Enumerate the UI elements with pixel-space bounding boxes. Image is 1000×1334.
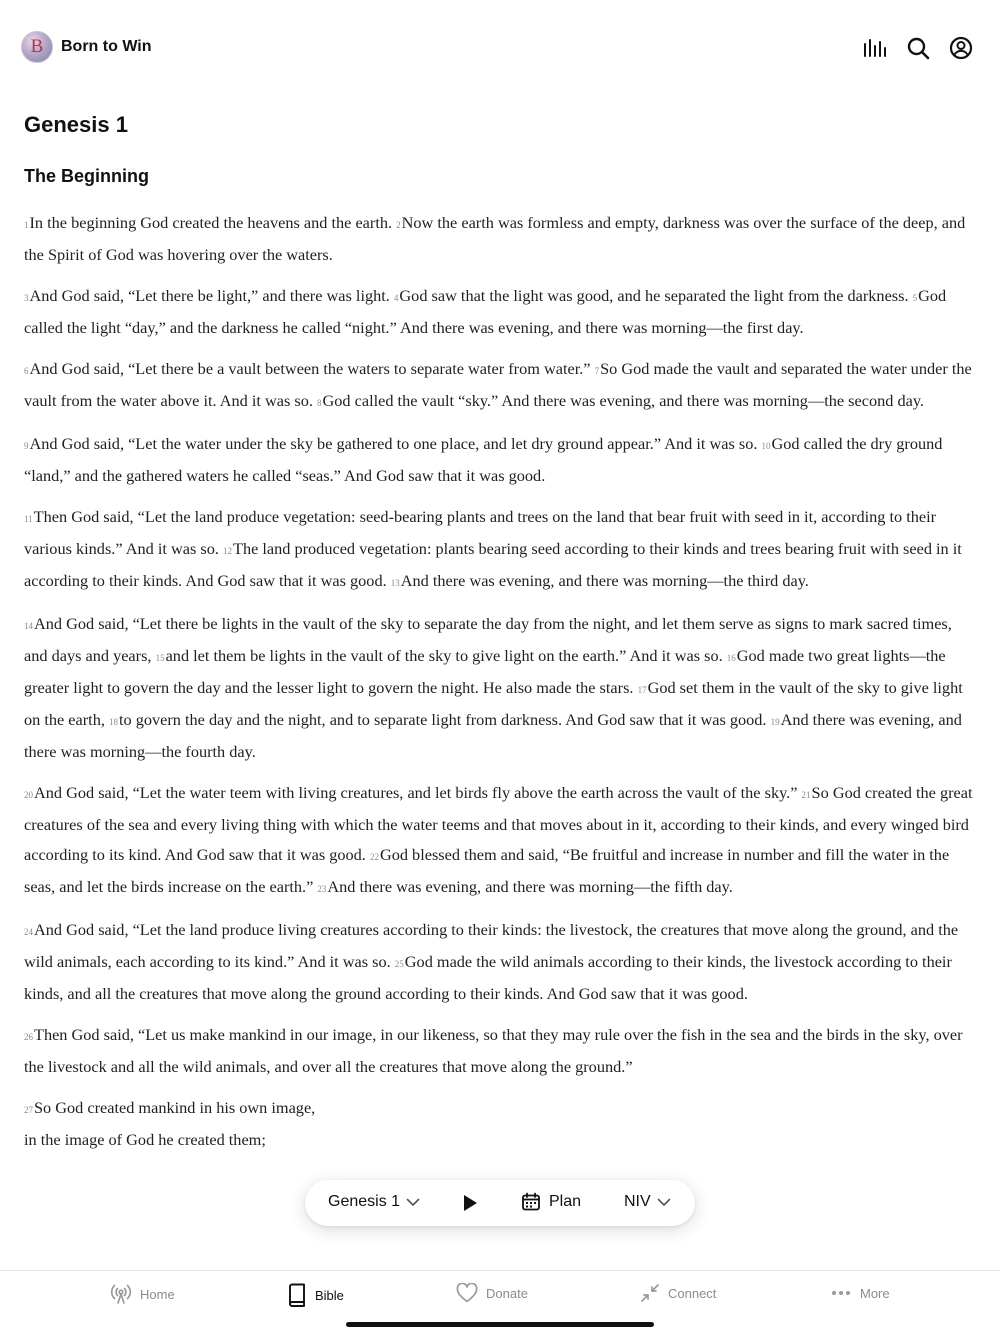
reader-controls bbox=[305, 1180, 695, 1226]
verse-text[interactable]: God saw that the light was good, and he separated the light from the darkness. bbox=[399, 286, 909, 305]
verse-number[interactable]: 15 bbox=[155, 653, 165, 663]
book-icon bbox=[287, 1283, 307, 1307]
scripture-paragraph bbox=[24, 1020, 978, 1082]
verse-text[interactable]: God blessed them and said, “Be fruitful and increase in number and fill the water in the seas, and let the birds increase on the earth.” bbox=[24, 845, 950, 896]
more-dots-icon bbox=[830, 1283, 852, 1303]
scripture-paragraph bbox=[24, 609, 978, 767]
account-icon[interactable] bbox=[948, 35, 974, 61]
tab-bible[interactable] bbox=[287, 1283, 344, 1307]
tab-more-label: More bbox=[860, 1285, 890, 1301]
verse-text[interactable]: And God said, “Let the water teem with living creatures, and let birds fly above the earth across the vault of the sky.” bbox=[34, 783, 798, 802]
verse-text[interactable]: And God said, “Let the land produce living creatures according to their kinds: the livestock, the creatures that move along the ground, and the wild animals, each according to its kind.” And it was so. bbox=[24, 920, 959, 971]
verse-number[interactable]: 17 bbox=[637, 685, 647, 695]
verse-text[interactable]: And God said, “Let the water under the sky be gathered to one place, and let dry ground appear.” And it was so. bbox=[29, 434, 758, 453]
poetry-line[interactable] bbox=[24, 1125, 978, 1155]
version-label: NIV bbox=[624, 1193, 651, 1210]
verse-text[interactable]: God called the vault “sky.” And there was evening, and there was morning—the second day. bbox=[322, 391, 924, 410]
chapter-selector-label: Genesis 1 bbox=[328, 1193, 401, 1210]
tab-bible-label: Bible bbox=[315, 1287, 344, 1303]
verse-text[interactable]: So God created the great creatures of the sea and every living thing with which the water teems and that moves about in it, according to their kinds, and every winged bird according to its kind. And God saw that it was good. bbox=[24, 783, 973, 864]
verse-number[interactable]: 2 bbox=[396, 220, 401, 230]
verse-text[interactable]: Then God said, “Let us make mankind in our image, in our likeness, so that they may rule over the fish in the sea and the birds in the sky, over the livestock and all the wild animals, and over all the creatures that move along the ground.” bbox=[24, 1025, 963, 1076]
tab-connect-label: Connect bbox=[668, 1285, 717, 1301]
verse-number[interactable]: 6 bbox=[24, 366, 29, 376]
plan-button[interactable] bbox=[521, 1192, 581, 1212]
verse-text[interactable]: And God said, “Let there be light,” and there was light. bbox=[29, 286, 390, 305]
verse-number[interactable]: 23 bbox=[317, 884, 327, 894]
verse-number[interactable]: 13 bbox=[390, 578, 400, 588]
verse-text[interactable]: Now the earth was formless and empty, darkness was over the surface of the deep, and the Spirit of God was hovering over the waters. bbox=[24, 213, 966, 264]
tab-donate[interactable] bbox=[456, 1283, 528, 1303]
verse-text[interactable]: The land produced vegetation: plants bearing seed according to their kinds and trees bearing fruit with seed in it according to their kinds. And God saw that it was good. bbox=[24, 539, 962, 590]
home-indicator bbox=[346, 1322, 654, 1327]
avatar-letter: B bbox=[30, 36, 44, 57]
poetry-line-text: in the image of God he created them; bbox=[24, 1130, 266, 1149]
verse-text[interactable]: And there was evening, and there was morning—the fourth day. bbox=[24, 710, 962, 761]
verse-text[interactable]: God set them in the vault of the sky to give light on the earth, bbox=[24, 678, 963, 729]
verse-text[interactable]: And God said, “Let there be a vault between the waters to separate water from water.” bbox=[29, 359, 591, 378]
verse-text[interactable]: Then God said, “Let the land produce vegetation: seed-bearing plants and trees on the land that bear fruit with seed in it, according to their various kinds.” And it was so. bbox=[24, 507, 937, 558]
verse-text[interactable]: And there was evening, and there was morning—the third day. bbox=[400, 571, 809, 590]
verse-text[interactable]: And there was evening, and there was morning—the fifth day. bbox=[327, 877, 733, 896]
verse-number[interactable]: 16 bbox=[726, 653, 736, 663]
verse-number[interactable]: 18 bbox=[109, 717, 118, 727]
verse-text[interactable]: In the beginning God created the heavens and the earth. bbox=[29, 213, 393, 232]
header-actions bbox=[845, 35, 974, 61]
scripture-paragraph bbox=[24, 915, 978, 1009]
verse-number[interactable]: 9 bbox=[24, 441, 29, 451]
verse-number[interactable]: 24 bbox=[24, 927, 33, 937]
scripture-text bbox=[24, 208, 978, 1155]
verse-number[interactable]: 21 bbox=[801, 790, 811, 800]
verse-number[interactable]: 3 bbox=[24, 293, 29, 303]
chevron-down-icon bbox=[406, 1198, 420, 1207]
verse-number[interactable]: 1 bbox=[24, 220, 29, 230]
verse-text[interactable]: God made the wild animals according to their kinds, the livestock according to their kinds, and all the creatures that move along the ground according to their kinds. And God saw that it was good. bbox=[24, 952, 952, 1003]
plan-label: Plan bbox=[549, 1193, 582, 1210]
verse-text[interactable]: to govern the day and the night, and to separate light from darkness. And God saw that it was good. bbox=[119, 710, 767, 729]
poetry-line[interactable] bbox=[24, 1093, 978, 1125]
scripture-paragraph bbox=[24, 429, 978, 491]
poetry-line-text: So God created mankind in his own image, bbox=[34, 1098, 316, 1117]
tab-more[interactable] bbox=[830, 1283, 890, 1303]
tab-donate-label: Donate bbox=[486, 1285, 528, 1301]
verse-text[interactable]: And God said, “Let there be lights in the vault of the sky to separate the day from the night, and let them serve as signs to mark sacred times, and days and years, bbox=[24, 614, 952, 665]
verse-number[interactable]: 8 bbox=[317, 398, 322, 408]
brand[interactable] bbox=[21, 31, 152, 63]
verse-number[interactable]: 25 bbox=[394, 959, 404, 969]
verse-number[interactable]: 27 bbox=[24, 1105, 33, 1115]
verse-number[interactable]: 26 bbox=[24, 1032, 33, 1042]
brand-name[interactable]: Born to Win bbox=[61, 38, 152, 55]
verse-text[interactable]: God called the light “day,” and the darkness he called “night.” And there was evening, and there was morning—the first day. bbox=[24, 286, 947, 337]
play-audio-button[interactable] bbox=[461, 1193, 479, 1213]
app-header bbox=[0, 0, 1000, 96]
tab-home-label: Home bbox=[140, 1286, 175, 1302]
section-title: The Beginning bbox=[24, 166, 149, 186]
verse-number[interactable]: 22 bbox=[369, 852, 379, 862]
church-logo-avatar[interactable] bbox=[21, 31, 53, 63]
chapter-title: Genesis 1 bbox=[24, 112, 128, 137]
tab-connect[interactable] bbox=[640, 1283, 716, 1303]
verse-number[interactable]: 11 bbox=[24, 514, 33, 524]
chevron-down-icon bbox=[657, 1198, 671, 1207]
scripture-content bbox=[24, 112, 978, 1166]
broadcast-icon bbox=[110, 1283, 132, 1305]
play-icon bbox=[461, 1193, 479, 1213]
verse-number[interactable]: 7 bbox=[594, 366, 600, 376]
verse-text[interactable]: God called the dry ground “land,” and the gathered waters he called “seas.” And God saw that it was good. bbox=[24, 434, 943, 485]
scripture-paragraph bbox=[24, 502, 978, 598]
verse-text[interactable]: God made two great lights—the greater light to govern the day and the lesser light to govern the night. He also made the stars. bbox=[24, 646, 946, 697]
verse-text[interactable]: So God made the vault and separated the water under the vault from the water above it. And it was so. bbox=[24, 359, 972, 410]
chapter-selector[interactable] bbox=[328, 1193, 420, 1211]
scripture-paragraph bbox=[24, 281, 978, 343]
bottom-tab-bar bbox=[0, 1270, 1000, 1334]
verse-number[interactable]: 4 bbox=[393, 293, 399, 303]
verse-number[interactable]: 12 bbox=[223, 546, 232, 556]
scripture-paragraph bbox=[24, 208, 978, 270]
verse-text[interactable]: and let them be lights in the vault of the sky to give light on the earth.” And it was so. bbox=[165, 646, 723, 665]
verse-number[interactable]: 10 bbox=[761, 441, 771, 451]
version-selector[interactable] bbox=[624, 1193, 671, 1211]
tab-home[interactable] bbox=[110, 1283, 175, 1305]
calendar-icon bbox=[521, 1192, 541, 1212]
scripture-poetry bbox=[24, 1093, 978, 1155]
verse-number[interactable]: 20 bbox=[24, 790, 33, 800]
audio-bars-icon[interactable] bbox=[862, 35, 888, 61]
verse-number[interactable]: 5 bbox=[912, 293, 918, 303]
verse-number[interactable]: 14 bbox=[24, 621, 33, 631]
connect-arrows-icon bbox=[640, 1283, 660, 1303]
search-icon[interactable] bbox=[905, 35, 931, 61]
scripture-paragraph bbox=[24, 354, 978, 418]
heart-icon bbox=[456, 1283, 478, 1303]
scripture-paragraph bbox=[24, 778, 978, 904]
verse-number[interactable]: 19 bbox=[770, 717, 780, 727]
